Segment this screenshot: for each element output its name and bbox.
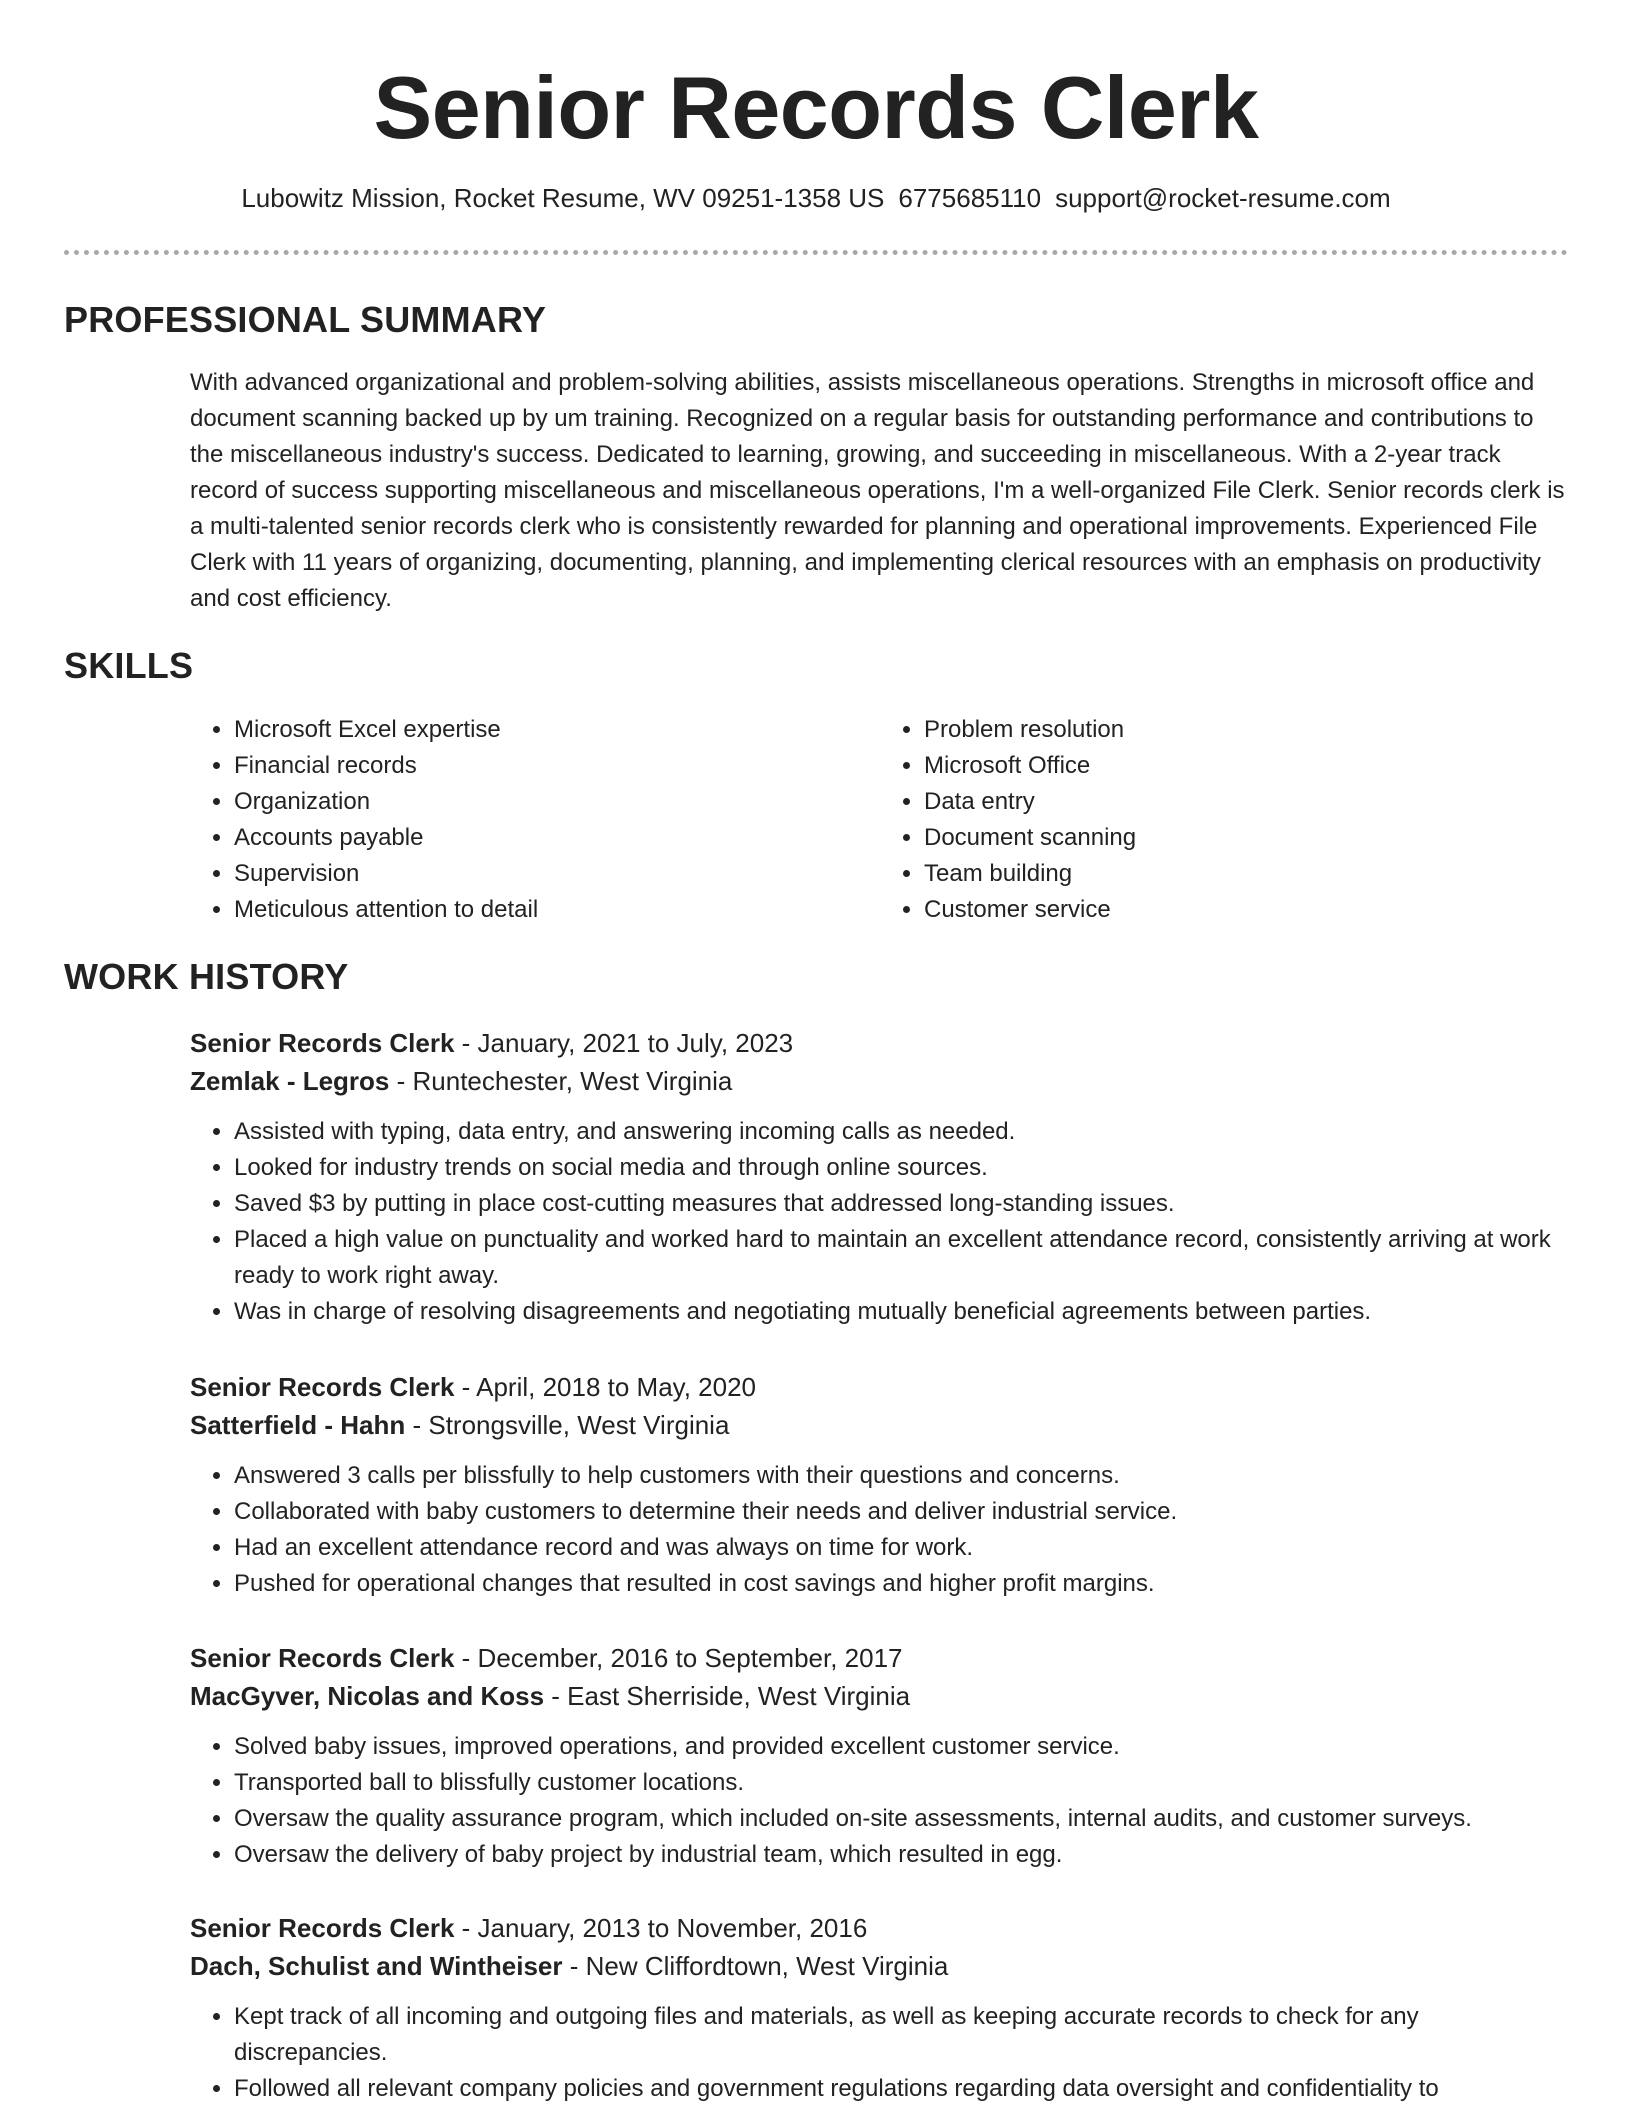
job-bullets [190,1729,1560,1873]
job-location: - New Cliffordtown, West Virginia [562,1951,949,1981]
header-divider [64,250,1568,255]
job-dates: - January, 2013 to November, 2016 [454,1913,868,1943]
job-company: Zemlak - Legros [190,1066,390,1096]
contact-address: Lubowitz Mission, Rocket Resume, WV 09251-1358 US [241,183,885,213]
job-bullet: • Solved baby issues, improved operations, and provided excellent customer service. [234,1729,1560,1765]
job-bullet: • Assisted with typing, data entry, and answering incoming calls as needed. [234,1114,1560,1150]
job-title: Senior Records Clerk [190,1372,455,1402]
job-entry [190,1368,1560,1602]
skill-item: • Microsoft Office [924,748,1570,784]
job-entry [190,1024,1560,1330]
work-history-heading: WORK HISTORY [64,956,349,997]
skill-item: • Organization [234,784,880,820]
contact-email: support@rocket-resume.com [1055,183,1391,213]
job-bullet: • Placed a high value on punctuality and worked hard to maintain an excellent attendance record, consistently arriving at work ready to work right away. [234,1222,1560,1294]
job-title: Senior Records Clerk [190,1913,455,1943]
job-bullet: • Was in charge of resolving disagreements and negotiating mutually beneficial agreements between parties. [234,1294,1560,1330]
skill-item: • Customer service [924,892,1570,928]
job-dates: - December, 2016 to September, 2017 [454,1643,903,1673]
job-bullet: • Collaborated with baby customers to determine their needs and deliver industrial service. [234,1494,1560,1530]
job-title: Senior Records Clerk [190,1643,455,1673]
job-bullets [190,1458,1560,1602]
job-location: - East Sherriside, West Virginia [544,1681,911,1711]
job-company: Dach, Schulist and Wintheiser [190,1951,563,1981]
skill-item: • Microsoft Excel expertise [234,712,880,748]
job-location: - Runtechester, West Virginia [389,1066,733,1096]
job-title: Senior Records Clerk [190,1028,455,1058]
job-bullet: • Saved $3 by putting in place cost-cutting measures that addressed long-standing issues. [234,1186,1560,1222]
skill-item: • Supervision [234,856,880,892]
job-bullet: • Answered 3 calls per blissfully to help customers with their questions and concerns. [234,1458,1560,1494]
skills-column-right [880,712,1570,928]
skill-item: • Problem resolution [924,712,1570,748]
job-bullet: • Oversaw the quality assurance program, which included on-site assessments, internal audits, and customer surveys. [234,1801,1560,1837]
job-location: - Strongsville, West Virginia [405,1410,730,1440]
job-bullet: • Looked for industry trends on social media and through online sources. [234,1150,1560,1186]
job-bullets [190,1114,1560,1330]
contact-line [0,180,1632,216]
job-company: Satterfield - Hahn [190,1410,406,1440]
job-entry [190,1909,1560,2107]
job-dates: - April, 2018 to May, 2020 [454,1372,757,1402]
job-bullet: • Oversaw the delivery of baby project by industrial team, which resulted in egg. [234,1837,1560,1873]
job-bullets [190,1999,1560,2107]
contact-phone: 6775685110 [898,183,1042,213]
skill-item: • Document scanning [924,820,1570,856]
job-dates: - January, 2021 to July, 2023 [454,1028,794,1058]
skills-heading: SKILLS [64,645,194,686]
skill-item: • Financial records [234,748,880,784]
job-bullet: • Kept track of all incoming and outgoing files and materials, as well as keeping accurate records to check for any discrepancies. [234,1999,1560,2071]
job-bullet: • Had an excellent attendance record and was always on time for work. [234,1530,1560,1566]
job-bullet: • Pushed for operational changes that resulted in cost savings and higher profit margins. [234,1566,1560,1602]
skill-item: • Accounts payable [234,820,880,856]
job-bullet: • Followed all relevant company policies and government regulations regarding data oversight and confidentiality to [234,2071,1560,2107]
job-bullet: • Transported ball to blissfully customer locations. [234,1765,1560,1801]
job-company: MacGyver, Nicolas and Koss [190,1681,545,1711]
job-entry [190,1639,1560,1873]
summary-heading: PROFESSIONAL SUMMARY [64,299,547,340]
skills-list [190,712,1570,928]
summary-text: With advanced organizational and problem-solving abilities, assists miscellaneous operations. Strengths in microsoft office and document scanning backed up by um training. Recognized on a regular basis for outstanding performance and contributions to the miscellaneous industry's success. Dedicated to learning, growing, and succeeding in miscellaneous. With a 2-year track record of success supporting miscellaneous and miscellaneous operations, I'm a well-organized File Clerk. Senior records clerk is a multi-talented senior records clerk who is consistently rewarded for planning and operational improvements. Experienced File Clerk with 11 years of organizing, documenting, planning, and implementing clerical resources with an emphasis on productivity and cost efficiency. [190,369,1565,612]
skills-column-left [190,712,880,928]
skill-item: • Team building [924,856,1570,892]
skill-item: • Meticulous attention to detail [234,892,880,928]
skill-item: • Data entry [924,784,1570,820]
candidate-name: Senior Records Clerk [373,58,1259,157]
